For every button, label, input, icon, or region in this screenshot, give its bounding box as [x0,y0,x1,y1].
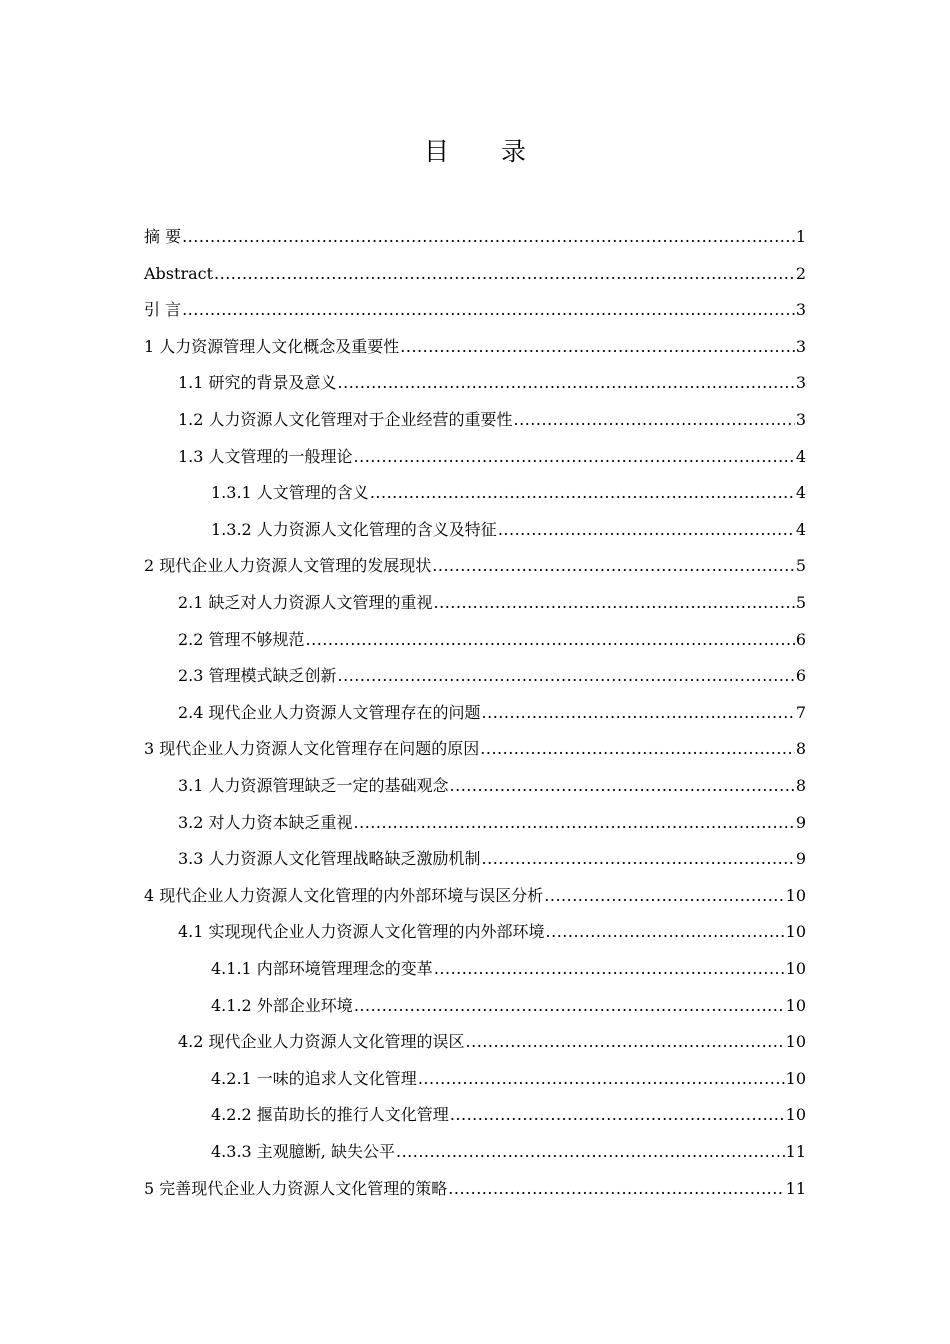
toc-entry[interactable] [178,402,806,438]
toc-entry-page-number: 8 [795,776,806,795]
toc-entry[interactable] [178,805,806,841]
toc-dot-leader [544,878,784,914]
toc-entry-title: 4.1.2 外部企业环境 [211,995,353,1015]
toc-entry[interactable] [144,731,806,767]
toc-dot-leader [450,1097,785,1133]
toc-entry[interactable] [144,878,806,914]
toc-entry-page-number: 5 [795,593,806,612]
toc-entry[interactable] [211,1061,806,1097]
toc-entry-title: 4.2.1 一味的追求人文化管理 [211,1068,417,1088]
toc-entry[interactable] [178,914,806,950]
toc-entry-page-number: 6 [795,666,806,686]
toc-entry-title: 2.1 缺乏对人力资源人文管理的重视 [178,593,433,612]
toc-entry-page-number: 4 [795,483,806,503]
toc-entry[interactable] [211,475,806,511]
toc-entry[interactable] [178,658,806,694]
toc-entry-page-number: 1 [795,227,806,246]
toc-dot-leader [214,256,795,292]
toc-entry[interactable] [144,329,806,365]
toc-entry-page-number: 7 [795,702,806,722]
toc-entry-title: 摘 要 [144,227,182,246]
toc-entry[interactable] [144,292,806,328]
toc-dot-leader [498,512,795,548]
toc-entry-page-number: 10 [785,885,806,905]
toc-dot-leader [182,219,795,255]
toc-entry-page-number: 11 [785,1178,806,1198]
toc-dot-leader [354,805,795,841]
toc-entry-title: 4.1 实现现代企业人力资源人文化管理的内外部环境 [178,922,545,942]
toc-dot-leader [480,731,795,767]
toc-entry[interactable] [178,622,806,658]
toc-entry[interactable] [144,219,806,255]
toc-entry-page-number: 2 [795,263,806,283]
toc-dot-leader [482,841,795,877]
toc-entry-page-number: 6 [795,629,806,649]
toc-dot-leader [182,292,795,328]
toc-entry-page-number: 11 [785,1142,806,1161]
toc-dot-leader [450,768,795,804]
toc-dot-leader [482,695,795,731]
toc-dot-leader [338,365,795,401]
toc-entry-title: 4.3.3 主观臆断, 缺失公平 [211,1142,395,1161]
toc-entry-title: 1.3.2 人力资源人文化管理的含义及特征 [211,519,497,539]
toc-entry-title: 1.3.1 人文管理的含义 [211,483,369,503]
toc-entry-title: 3.3 人力资源人文化管理战略缺乏激励机制 [178,849,481,869]
toc-entry[interactable] [178,695,806,731]
toc-entry-title: 1.1 研究的背景及意义 [178,373,337,393]
toc-entry-title: 引 言 [144,300,182,320]
toc-dot-leader [396,1134,785,1170]
toc-dot-leader [354,988,785,1024]
toc-entry[interactable] [211,1134,806,1170]
toc-entry-page-number: 10 [785,995,806,1015]
toc-entry-page-number: 9 [795,849,806,869]
toc-entry-page-number: 3 [795,336,806,356]
toc-entry-title: 2.2 管理不够规范 [178,629,305,649]
toc-entry-page-number: 10 [785,922,806,942]
toc-dot-leader [400,329,795,365]
toc-entry[interactable] [211,512,806,548]
toc-entry[interactable] [211,951,806,987]
toc-entry[interactable] [178,841,806,877]
toc-entry[interactable] [178,768,806,804]
toc-entry-page-number: 4 [795,519,806,539]
toc-entry-title: 4.2.2 揠苗助长的推行人文化管理 [211,1105,449,1125]
toc-entry-page-number: 10 [785,959,806,978]
toc-entry-title: 3 现代企业人力资源人文化管理存在问题的原因 [144,739,480,759]
toc-entry[interactable] [144,256,806,292]
toc-entry-title: 3.2 对人力资本缺乏重视 [178,812,353,832]
toc-entry-title: Abstract [144,263,214,283]
toc-entry-title: 4.1.1 内部环境管理理念的变革 [211,959,433,978]
toc-entry[interactable] [178,365,806,401]
toc-dot-leader [434,585,795,621]
toc-entry-page-number: 10 [785,1032,806,1052]
toc-entry-page-number: 9 [795,812,806,832]
toc-dot-leader [306,622,795,658]
toc-entry-page-number: 10 [785,1105,806,1125]
toc-title: 目 录 [424,137,548,166]
toc-dot-leader [546,914,785,950]
toc-entry[interactable] [178,585,806,621]
toc-entry-title: 4.2 现代企业人力资源人文化管理的误区 [178,1032,465,1052]
toc-entry-page-number: 10 [785,1068,806,1088]
toc-entry[interactable] [211,988,806,1024]
toc-entry-title: 2.4 现代企业人力资源人文管理存在的问题 [178,702,481,722]
toc-entry[interactable] [211,1097,806,1133]
toc-entry-title: 1 人力资源管理人文化概念及重要性 [144,336,400,356]
toc-entry-page-number: 3 [795,300,806,320]
toc-entry-page-number: 5 [795,556,806,576]
toc-entry-title: 1.3 人文管理的一般理论 [178,446,353,466]
toc-dot-leader [448,1171,784,1207]
toc-entry[interactable] [178,1024,806,1060]
toc-entry-title: 4 现代企业人力资源人文化管理的内外部环境与误区分析 [144,885,544,905]
toc-entry[interactable] [144,1171,806,1207]
toc-dot-leader [370,475,795,511]
toc-entry-page-number: 3 [795,373,806,393]
toc-entry-page-number: 3 [795,410,806,429]
toc-entry-title: 3.1 人力资源管理缺乏一定的基础观念 [178,776,449,795]
toc-dot-leader [432,548,795,584]
toc-entry-title: 5 完善现代企业人力资源人文化管理的策略 [144,1178,448,1198]
toc-entry[interactable] [144,548,806,584]
toc-entry-title: 1.2 人力资源人文化管理对于企业经营的重要性 [178,410,513,429]
toc-entry-page-number: 4 [795,446,806,466]
toc-dot-leader [434,951,785,987]
toc-entry-title: 2.3 管理模式缺乏创新 [178,666,337,686]
toc-entry[interactable] [178,439,806,475]
toc-dot-leader [354,439,795,475]
toc-entry-page-number: 8 [795,739,806,759]
toc-dot-leader [418,1061,785,1097]
toc-dot-leader [466,1024,785,1060]
toc-dot-leader [338,658,795,694]
toc-entry-title: 2 现代企业人力资源人文管理的发展现状 [144,556,432,576]
toc-dot-leader [514,402,795,438]
